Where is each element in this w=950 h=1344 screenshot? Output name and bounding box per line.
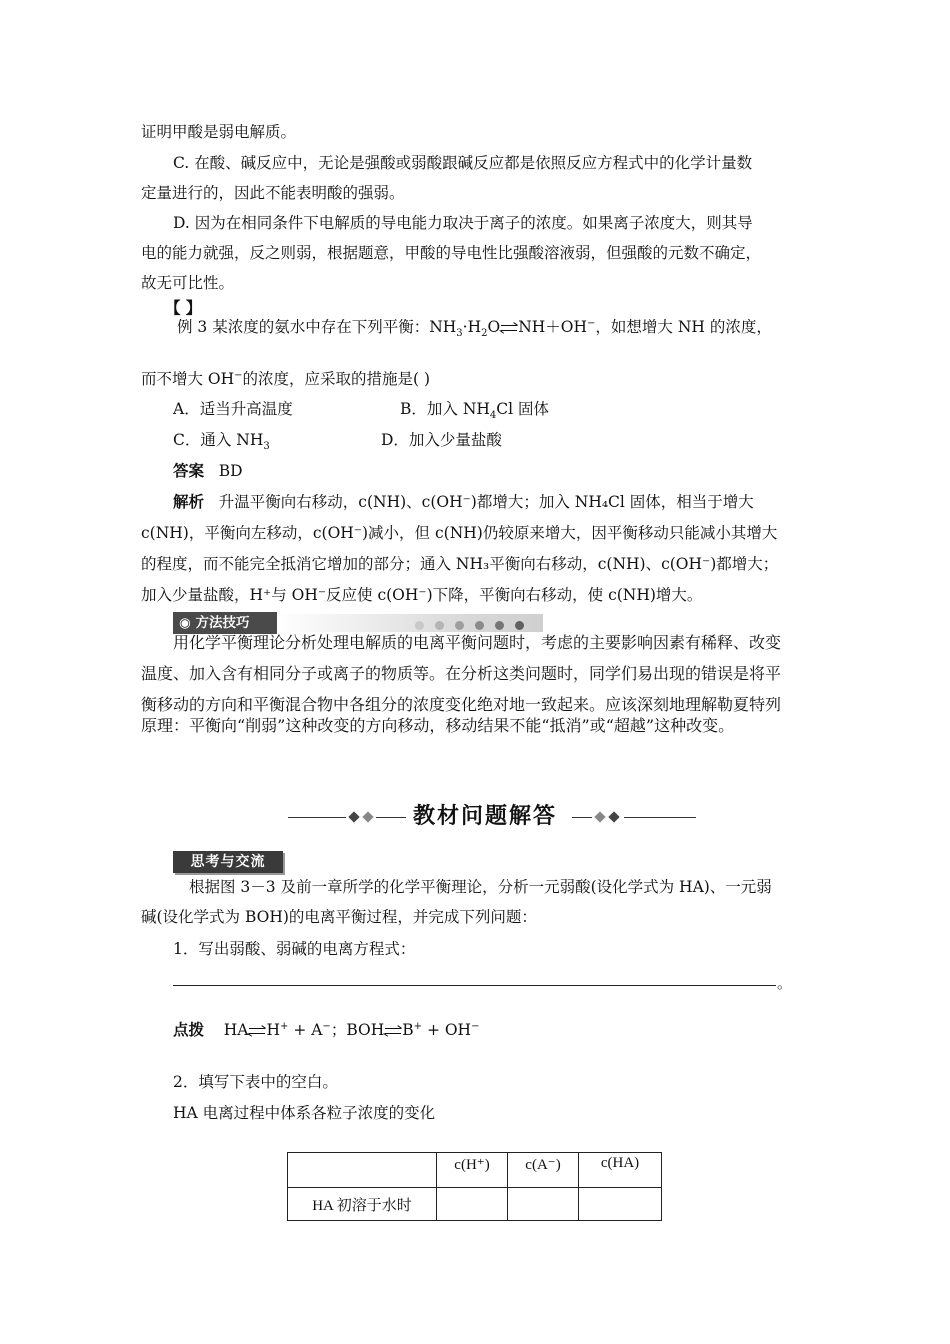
option-c-line1: C. 在酸、碱反应中，无论是强酸或弱酸跟碱反应都是依照反应方程式中的化学计量数 xyxy=(173,154,753,172)
text-part: 而不增大 OH xyxy=(141,370,235,388)
divider xyxy=(572,817,592,818)
text-part: B．加入 NH xyxy=(400,400,490,418)
table-caption: HA 电离过程中体系各粒子浓度的变化 xyxy=(173,1104,436,1122)
method-line1: 用化学平衡理论分析处理电解质的电离平衡问题时，考虑的主要影响因素有稀释、改变 xyxy=(173,633,782,652)
answer-label: 答案 xyxy=(173,461,205,480)
subscript: 3 xyxy=(263,441,270,452)
question-line1: 根据图 3－3 及前一章所学的化学平衡理论，分析一元弱酸(设化学式为 HA)、一元弱 xyxy=(189,878,772,896)
dot-icon xyxy=(495,621,504,630)
analysis-text: 升温平衡向右移动，c(NH)、c(OH⁻)都增大；加入 NH₄Cl 固体，相当于增大 xyxy=(218,493,754,511)
item-1: 1．写出弱酸、弱碱的电离方程式： xyxy=(173,940,416,958)
subscript: 3 xyxy=(456,328,463,339)
equilibrium-arrow-icon xyxy=(248,1025,266,1037)
option-b xyxy=(400,398,549,423)
diamond-icon xyxy=(594,811,605,822)
dot-icon xyxy=(435,621,444,630)
option-a: A．适当升高温度 xyxy=(173,400,293,418)
period: 。 xyxy=(777,974,793,992)
example-3-prefix: 例 3 某浓度的氨水中存在下列平衡：NH xyxy=(177,318,457,336)
question-line2: 碱(设化学式为 BOH)的电离平衡过程，并完成下列问题： xyxy=(141,908,537,926)
diamond-icon xyxy=(608,811,619,822)
item-2: 2．填写下表中的空白。 xyxy=(173,1073,338,1091)
divider xyxy=(288,817,346,818)
analysis-line1 xyxy=(173,491,754,513)
analysis-label: 解析 xyxy=(173,492,205,511)
option-c-line2: 定量进行的，因此不能表明酸的强弱。 xyxy=(141,184,405,202)
method-line4: 原理：平衡向“削弱”这种改变的方向移动，移动结果不能“抵消”或“超越”这种改变。 xyxy=(141,716,735,735)
method-tips-label: ◉ 方法技巧 xyxy=(173,612,277,634)
hint-label: 点拨 xyxy=(173,1020,205,1039)
concentration-table xyxy=(287,1152,662,1221)
think-exchange-label: 思考与交流 xyxy=(173,851,283,873)
section-title: 教材问题解答 xyxy=(413,804,558,829)
option-d-line2: 电的能力就强，反之则弱，根据题意，甲酸的导电性比强酸溶液弱，但强酸的元数不确定， xyxy=(141,244,762,262)
formula-part: ·H xyxy=(462,318,482,336)
method-line3: 衡移动的方向和平衡混合物中各组分的浓度变化绝对地一致起来。应该深刻地理解勒夏特列 xyxy=(141,695,782,714)
table-header-cell: c(H⁺) xyxy=(437,1153,508,1188)
example-3-line1 xyxy=(177,316,772,341)
table-header-cell xyxy=(288,1153,437,1188)
equilibrium-arrow-icon xyxy=(384,1025,402,1037)
subscript: 4 xyxy=(489,410,497,421)
answer-line xyxy=(173,460,243,482)
analysis-line4: 加入少量盐酸，H⁺与 OH⁻反应使 c(OH⁻)下降，平衡向右移动，使 c(NH)增大。 xyxy=(141,586,703,604)
method-tips-banner xyxy=(173,612,543,634)
banner-strip xyxy=(277,614,543,632)
option-d: D．加入少量盐酸 xyxy=(381,431,502,449)
table-header-cell: c(HA) xyxy=(579,1153,662,1188)
example-3-tail: ，如想增大 NH 的浓度， xyxy=(595,318,772,336)
superscript: + xyxy=(279,1021,289,1032)
answer-value: BD xyxy=(218,462,243,480)
analysis-line3: 的程度，而不能完全抵消它增加的部分；通入 NH₃平衡向右移动，c(NH)、c(OH⁻)都增大； xyxy=(141,555,779,573)
divider xyxy=(376,817,406,818)
superscript: − xyxy=(322,1021,331,1032)
diamond-icon xyxy=(362,811,373,822)
diamond-icon xyxy=(348,811,359,822)
formula-part: H xyxy=(266,1021,280,1039)
superscript: − xyxy=(234,370,243,381)
formula-part: HA xyxy=(223,1021,249,1039)
text-part: C．通入 NH xyxy=(173,431,264,449)
dot-icon xyxy=(475,621,484,630)
formula-part: B xyxy=(402,1021,414,1039)
paragraph-line: 证明甲酸是弱电解质。 xyxy=(141,123,297,141)
formula-part: + OH xyxy=(426,1021,472,1039)
dot-icon xyxy=(415,621,424,630)
option-d-line1: D. 因为在相同条件下电解质的导电能力取决于离子的浓度。如果离子浓度大，则其导 xyxy=(173,214,753,232)
equilibrium-arrow-icon xyxy=(500,322,518,334)
text-part: 的浓度，应采取的措施是( ) xyxy=(242,370,431,388)
formula-part: O xyxy=(487,318,501,336)
answer-bracket: 【 】 xyxy=(165,298,202,317)
section-heading xyxy=(288,800,696,834)
method-line2: 温度、加入含有相同分子或离子的物质等。在分析这类问题时，同学们易出现的错误是将平 xyxy=(141,664,782,683)
example-3-line2 xyxy=(141,368,430,393)
table-row xyxy=(288,1188,662,1221)
hint-line xyxy=(173,1019,479,1044)
table-cell: HA 初溶于水时 xyxy=(288,1188,437,1221)
superscript: − xyxy=(471,1021,480,1032)
option-c xyxy=(173,429,270,454)
option-d-line3: 故无可比性。 xyxy=(141,274,235,292)
formula-part: NH＋OH xyxy=(518,318,588,336)
text-part: Cl 固体 xyxy=(496,400,550,418)
table-cell-blank[interactable] xyxy=(579,1188,662,1221)
formula-part: + A xyxy=(293,1021,323,1039)
table-cell-blank[interactable] xyxy=(437,1188,508,1221)
dot-icon xyxy=(515,621,524,630)
answer-blank[interactable] xyxy=(173,985,776,986)
table-header-row xyxy=(288,1153,662,1188)
divider xyxy=(624,817,696,818)
superscript: − xyxy=(587,318,596,329)
formula-part: ；BOH xyxy=(330,1021,385,1039)
table-cell-blank[interactable] xyxy=(508,1188,579,1221)
analysis-line2: c(NH)，平衡向左移动，c(OH⁻)减小，但 c(NH)仍较原来增大，因平衡移动只能减小其增大 xyxy=(141,524,778,542)
dot-icon xyxy=(455,621,464,630)
table-header-cell: c(A⁻) xyxy=(508,1153,579,1188)
superscript: + xyxy=(413,1021,422,1032)
subscript: 2 xyxy=(481,328,488,339)
